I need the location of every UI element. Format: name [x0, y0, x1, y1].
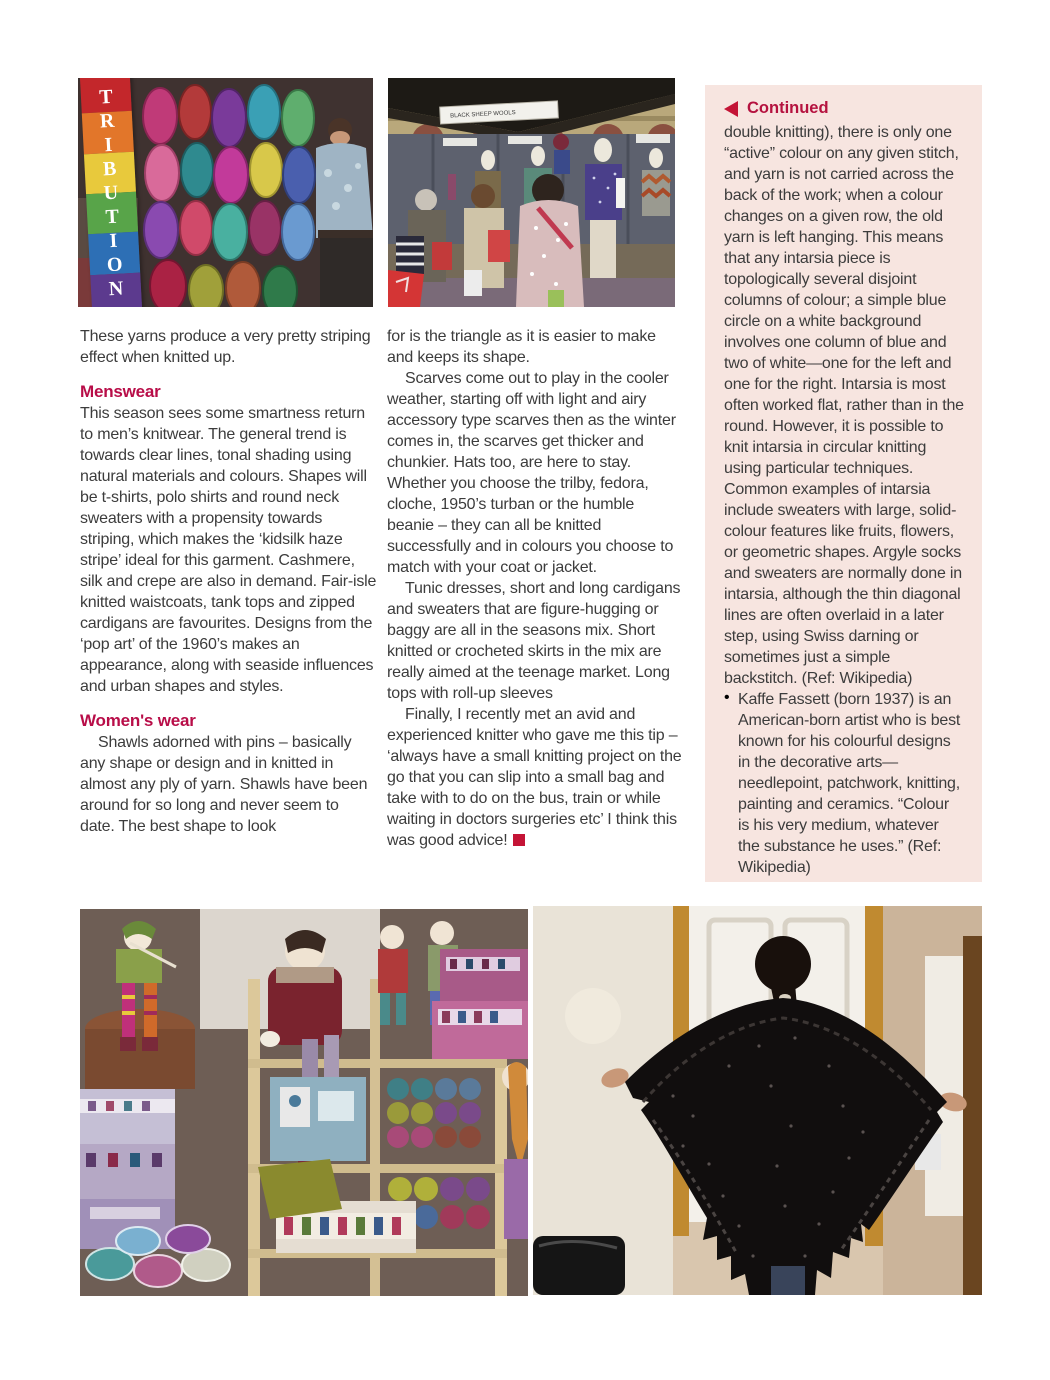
column2-paragraph-2: Scarves come out to play in the cooler weather, starting off with light and airy accessory type scarves then as the winter comes in, the scarves get thicker and chunkier. Hats too, are here to stay. Whether you choose the trilby, fedora, cloche, 1950’s turban or the humble beanie – they can all be knitted successfully and in colours you choose to match with your coat or jacket.	[387, 370, 676, 576]
sidebar-continued	[705, 85, 982, 882]
yarn-skeins	[143, 85, 315, 307]
photo-show-stand	[388, 78, 675, 307]
wooden-tub	[85, 1009, 195, 1089]
column2-paragraph-4	[387, 704, 685, 851]
column2-paragraph-3: Tunic dresses, short and long cardigans and sweaters that are figure-hugging or baggy are all in the seasons mix. Short knitted or crocheted skirts in the mix are really aimed at the teenage market. Long tops with roll-up sleeves	[387, 580, 681, 702]
photo-yarn-wall	[78, 78, 373, 307]
light-flare	[565, 988, 621, 1044]
banner-vertical-text: TRIBUTION	[94, 85, 128, 303]
bullet-marker: •	[724, 689, 730, 706]
sidebar-bullet-text: Kaffe Fassett (born 1937) is an American-born artist who is best known for his colourful designs in the decorative arts—needlepoint, patchwork, knitting, painting and ceramics. “Colour is his very medium, whatever the substance he uses.” (Ref: Wikipedia)	[738, 691, 961, 876]
column2-paragraph-1: for is the triangle as it is easier to make and keeps its shape.	[387, 328, 656, 366]
womenswear-heading: Women's wear	[80, 711, 196, 730]
photo-doll-shop	[80, 909, 528, 1296]
sidebar-paragraph: double knitting), there is only one “active” colour on any given stitch, and yarn is not carried across the back of the work; when a colour changes on a given row, the old yarn is left hanging. This means that any intarsia piece is topologically several disjoint columns of colour; a simple blue circle on a white background involves one column of blue and two of white—one for the left and one for the right. Intarsia is most often worked flat, rather than in the round. However, it is possible to knit intarsia in circular knitting using particular techniques. Common examples of intarsia include sweaters with large, solid-colour features like fruits, flowers, or geometric shapes. Argyle socks and sweaters are normally done in intarsia, although the thin diagonal lines are often overlaid in a later step, using Swiss darning or sometimes just a simple backstitch. (Ref: Wikipedia)	[724, 124, 964, 687]
patterned-boxes-left	[80, 1089, 175, 1249]
article-column-1	[80, 326, 377, 837]
womenswear-paragraph: Shawls adorned with pins – basically any shape or design and in knitted in almost any ply of yarn. Shawls have been around for so long and never seem to date. The best shape to look	[80, 734, 368, 835]
pink-box-stack	[432, 949, 528, 1059]
left-arrow-icon	[724, 101, 738, 117]
continued-label: Continued	[747, 99, 829, 117]
visitors	[388, 174, 584, 307]
intro-paragraph: These yarns produce a very pretty striping effect when knitted up.	[80, 328, 371, 366]
continued-header	[724, 99, 964, 118]
photo-black-shawl	[533, 906, 982, 1295]
article-end-marker	[513, 834, 525, 846]
stand-sign-text: BLACK SHEEP WOOLS	[450, 110, 516, 120]
sidebar-bullet-item	[724, 689, 964, 878]
article-column-2	[387, 326, 685, 851]
show-stand-illustration	[388, 78, 675, 307]
menswear-heading: Menswear	[80, 382, 161, 401]
column2-paragraph-4-text: Finally, I recently met an avid and experienced knitter who gave me this tip – ‘always have a small knitting project on the go that you can slip into a small bag and take with to do on the bus, train or while waiting in doctors surgeries etc’ I think this was good advice!	[387, 706, 682, 849]
black-shawl-illustration	[533, 906, 982, 1295]
jeans	[771, 1266, 805, 1295]
menswear-paragraph: This season sees some smartness return to men’s knitwear. The general trend is towards clear lines, tonal shading using natural materials and colours. Shapes will be t-shirts, polo shirts and round neck sweaters with a propensity towards striping, which makes the ‘kidsilk haze stripe’ ideal for this garment. Cashmere, silk and crepe are also in demand. Fair-isle knitted waistcoats, tank tops and zipped cardigans are favourites. Designs from the ‘pop art’ of the 1960’s makes an appearance, along with seaside influences and urban shapes and styles.	[80, 405, 377, 695]
doll-shop-illustration	[80, 909, 528, 1296]
blue-display-board	[270, 1077, 366, 1161]
